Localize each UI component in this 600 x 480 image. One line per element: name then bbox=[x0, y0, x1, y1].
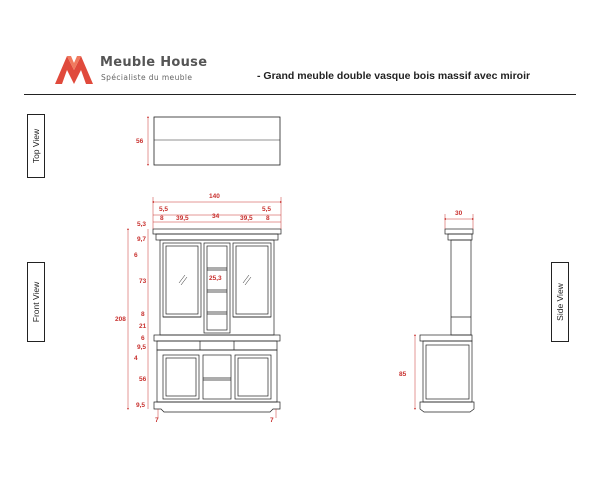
dim-top-depth: 56 bbox=[136, 138, 144, 145]
dim-upper-gap: 6 bbox=[134, 252, 138, 259]
dim-side-base-height: 85 bbox=[399, 371, 407, 378]
side-view-drawing bbox=[420, 229, 474, 412]
brand-name: Meuble House bbox=[100, 55, 208, 70]
dim-right-foot: 7 bbox=[270, 417, 274, 424]
dim-counter-gap: 21 bbox=[139, 323, 147, 330]
front-view-dimensions bbox=[128, 197, 281, 418]
dim-cornice-top: 5,3 bbox=[137, 221, 147, 228]
dim-left-post: 8 bbox=[160, 215, 164, 222]
dim-total-height: 208 bbox=[115, 316, 126, 323]
dim-left-panel: 39,5 bbox=[176, 215, 189, 222]
dim-side-depth: 30 bbox=[455, 210, 463, 217]
dim-cornice: 9,7 bbox=[137, 236, 147, 243]
front-view-label: Front View bbox=[31, 281, 41, 323]
dim-counter-top: 6 bbox=[141, 335, 145, 342]
dim-drawer-height: 9,5 bbox=[137, 344, 147, 351]
top-view-drawing bbox=[136, 117, 280, 165]
front-view-drawing bbox=[153, 229, 281, 412]
side-view-label: Side View bbox=[555, 283, 565, 321]
brand-tagline: Spécialiste du meuble bbox=[101, 73, 193, 82]
dim-door-height: 56 bbox=[139, 376, 147, 383]
dim-overall-width: 140 bbox=[209, 193, 220, 200]
top-view-label: Top View bbox=[31, 128, 41, 164]
document-title: - Grand meuble double vasque bois massif avec miroir bbox=[257, 70, 531, 82]
dim-center-panel: 34 bbox=[212, 213, 220, 220]
dim-left-foot: 7 bbox=[155, 417, 159, 424]
dim-right-margin: 5,5 bbox=[262, 206, 272, 213]
dim-lower-gap: 8 bbox=[141, 311, 145, 318]
dim-plinth-gap: 4 bbox=[134, 355, 138, 362]
dim-shelf-spacing: 25,3 bbox=[209, 275, 222, 282]
dim-right-panel: 39,5 bbox=[240, 215, 253, 222]
dim-base-height: 9,5 bbox=[136, 402, 146, 409]
dim-right-post: 8 bbox=[266, 215, 270, 222]
dim-left-margin: 5,5 bbox=[159, 206, 169, 213]
dim-glass-height: 73 bbox=[139, 278, 147, 285]
side-view-dimensions bbox=[415, 214, 473, 409]
